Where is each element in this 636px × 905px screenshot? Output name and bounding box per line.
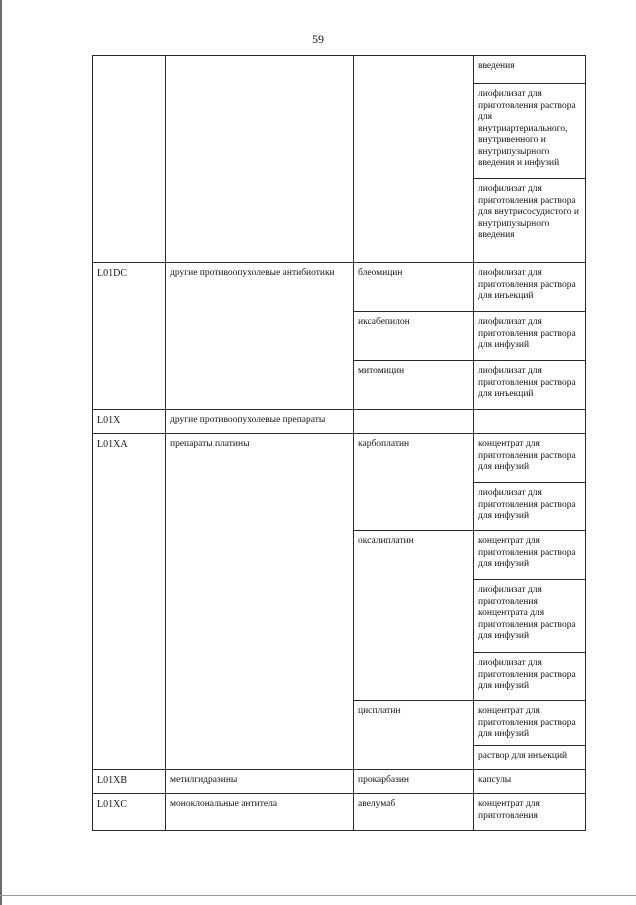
form-cell: концентрат для приготовления [474, 794, 586, 831]
drug-cell [354, 410, 474, 434]
table-row [93, 410, 586, 434]
form-cell: введения [474, 56, 586, 84]
page-number: 59 [312, 32, 324, 46]
form-cell: раствор для инъекций [474, 746, 586, 770]
group-cell: другие противоопухолевые препараты [166, 410, 354, 434]
form-cell: лиофилизат для приготовления раствора для внутрисосудистого и внутрипузырного введения [474, 179, 586, 263]
group-cell: другие противоопухолевые антибиотики [166, 263, 354, 410]
code-cell: L01XC [93, 794, 166, 831]
group-cell [166, 56, 354, 263]
drug-cell [354, 56, 474, 263]
drug-cell: блеомицин [354, 263, 474, 312]
form-cell: лиофилизат для приготовления раствора для внутриартериального, внутривенного и внутрипузырного введения и инфузий [474, 84, 586, 179]
table-row [93, 794, 586, 831]
table-row [93, 434, 586, 483]
group-cell: препараты платины [166, 434, 354, 770]
drug-cell: оксалиплатин [354, 531, 474, 701]
form-cell: лиофилизат для приготовления раствора для инъекций [474, 263, 586, 312]
form-cell: концентрат для приготовления раствора для инфузий [474, 701, 586, 746]
form-cell: лиофилизат для приготовления раствора для инфузий [474, 653, 586, 701]
table-row [93, 770, 586, 794]
form-cell: капсулы [474, 770, 586, 794]
form-cell [474, 410, 586, 434]
form-cell: концентрат для приготовления раствора для инфузий [474, 531, 586, 580]
form-cell: лиофилизат для приготовления концентрата для приготовления раствора для инфузий [474, 580, 586, 653]
form-cell: лиофилизат для приготовления раствора для инъекций [474, 361, 586, 410]
table-row [93, 263, 586, 312]
form-cell: концентрат для приготовления раствора для инфузий [474, 434, 586, 483]
drug-cell: иксабепилон [354, 312, 474, 361]
table-row [93, 56, 586, 84]
drug-cell: прокарбазин [354, 770, 474, 794]
code-cell: L01DC [93, 263, 166, 410]
drug-table [92, 55, 586, 831]
form-cell: лиофилизат для приготовления раствора для инфузий [474, 483, 586, 531]
group-cell: моноклональные антитела [166, 794, 354, 831]
code-cell: L01XA [93, 434, 166, 770]
code-cell [93, 56, 166, 263]
code-cell: L01XB [93, 770, 166, 794]
drug-cell: цисплатин [354, 701, 474, 770]
drug-cell: карбоплатин [354, 434, 474, 531]
drug-cell: митомицин [354, 361, 474, 410]
group-cell: метилгидразины [166, 770, 354, 794]
page-bottom-edge [0, 895, 636, 896]
drug-cell: авелумаб [354, 794, 474, 831]
code-cell: L01X [93, 410, 166, 434]
form-cell: лиофилизат для приготовления раствора для инфузий [474, 312, 586, 361]
page-left-edge [0, 0, 2, 905]
